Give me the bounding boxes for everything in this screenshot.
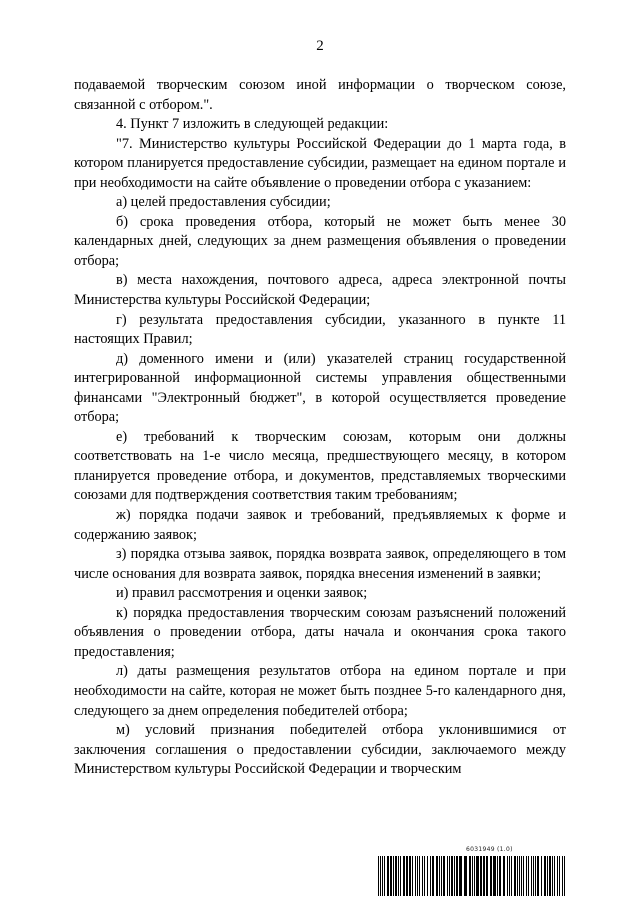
paragraph-subitem-k: к) порядка предоставления творческим союзам разъяснений положений объявления о проведении отбора, даты начала и окончания срока такого предоставления; <box>74 604 566 660</box>
paragraph-continuation: подаваемой творческим союзом иной информации о творческом союзе, связанной с отбором.". <box>74 77 566 113</box>
page-number: 2 <box>316 38 324 54</box>
paragraph-subitem-m: м) условий признания победителей отбора уклонившимися от заключения соглашения о предоставлении субсидии, заключаемого между Министерством культуры Российской Федерации и творческим <box>74 722 566 778</box>
paragraph-subitem-g: г) результата предоставления субсидии, указанного в пункте 11 настоящих Правил; <box>74 311 566 348</box>
paragraph-subitem-v: в) места нахождения, почтового адреса, адреса электронной почты Министерства культуры Российской Федерации; <box>74 272 566 309</box>
document-body <box>74 76 566 780</box>
paragraph-subitem-l: л) даты размещения результатов отбора на едином портале и при необходимости на сайте, которая не может быть позднее 5-го календарного дня, следующего за днем определения победителей отбора; <box>74 663 566 719</box>
paragraph-subitem-b: б) срока проведения отбора, который не может быть менее 30 календарных дней, следующих за днем размещения объявления о проведении отбора; <box>74 213 566 269</box>
paragraph-subitem-d: д) доменного имени и (или) указателей страниц государственной интегрированной информационной системы управления общественными финансами "Электронный бюджет", в которой осуществляется проведение отбора; <box>74 350 566 426</box>
paragraph-item-4: 4. Пункт 7 изложить в следующей редакции: <box>116 116 389 133</box>
barcode-caption: 6031949 (1.0) <box>466 846 513 853</box>
barcode-icon <box>378 856 568 896</box>
paragraph-subitem-i: и) правил рассмотрения и оценки заявок; <box>116 585 368 602</box>
barcode <box>378 846 568 896</box>
paragraph-clause-7: "7. Министерство культуры Российской Федерации до 1 марта года, в котором планируется предоставление субсидии, размещает на едином портале и при необходимости на сайте объявление о проведении отбора с указанием: <box>74 135 566 191</box>
paragraph-subitem-e: е) требований к творческим союзам, которым они должны соответствовать на 1-е число месяца, предшествующего месяцу, в котором планируется проведение отбора, и документов, представляемых творческими союзами для подтверждения соответствия таким требованиям; <box>74 428 566 504</box>
paragraph-subitem-z: з) порядка отзыва заявок, порядка возврата заявок, определяющего в том числе основания для возврата заявок, порядка внесения изменений в заявки; <box>74 546 566 582</box>
paragraph-subitem-a: а) целей предоставления субсидии; <box>116 194 331 211</box>
paragraph-subitem-zh: ж) порядка подачи заявок и требований, предъявляемых к форме и содержанию заявок; <box>74 507 566 543</box>
